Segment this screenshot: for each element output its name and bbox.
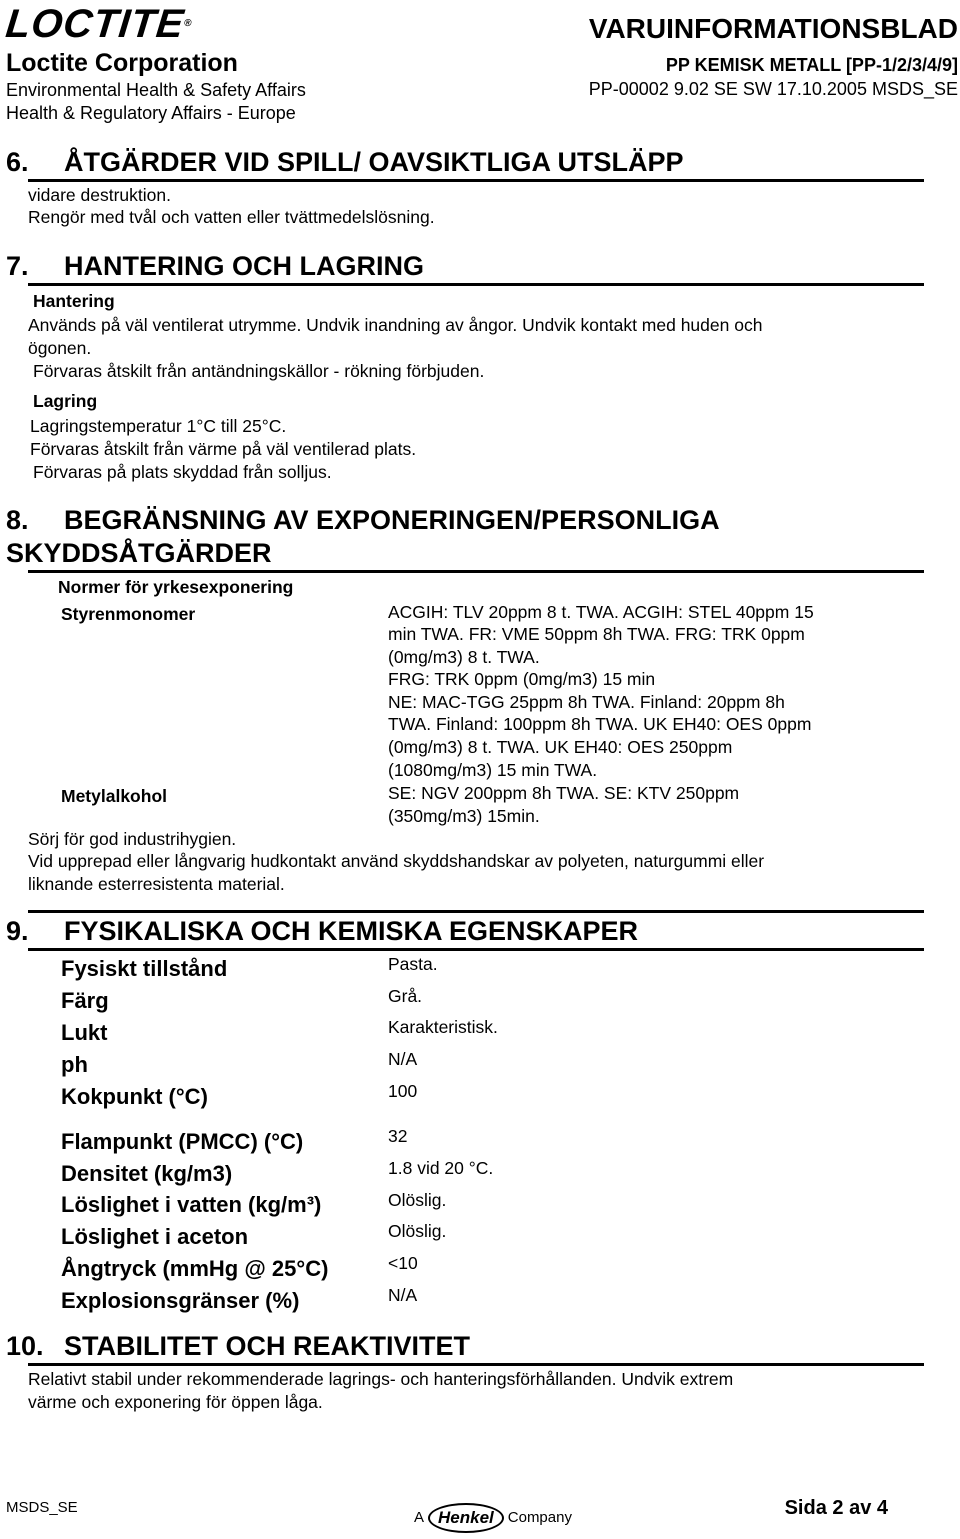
styrene-line-1: ACGIH: TLV 20ppm 8 t. TWA. ACGIH: STEL 40ppm 15 — [388, 602, 814, 622]
prop-label-color: Färg — [61, 988, 109, 1013]
prop-value-flash-point: 32 — [388, 1126, 408, 1146]
department-hra: Health & Regulatory Affairs - Europe — [6, 103, 296, 123]
s6-line-2: Rengör med tvål och vatten eller tvättmedelslösning. — [28, 207, 435, 227]
loctite-logo: LOCTITE® — [3, 2, 194, 46]
substance-methanol: Metylalkohol — [61, 786, 167, 806]
styrene-line-4: FRG: TRK 0ppm (0mg/m3) 15 min — [388, 669, 656, 689]
section-8-rule — [28, 570, 924, 573]
styrene-line-2: min TWA. FR: VME 50ppm 8h TWA. FRG: TRK 0ppm — [388, 624, 805, 644]
s8-footer-line-1: Sörj för god industrihygien. — [28, 829, 237, 849]
section-8-title-line1: 8. BEGRÄNSNING AV EXPONERINGEN/PERSONLIGA — [6, 505, 720, 535]
styrene-line-6: TWA. Finland: 100ppm 8h TWA. UK EH40: OES 0ppm — [388, 714, 812, 734]
section-9-rule — [28, 948, 924, 951]
product-code: PP-00002 9.02 SE SW 17.10.2005 MSDS_SE — [588, 79, 958, 99]
styrene-line-8: (1080mg/m3) 15 min TWA. — [388, 760, 598, 780]
s10-line-2: värme och exponering för öppen låga. — [28, 1392, 323, 1412]
methanol-line-2: (350mg/m3) 15min. — [388, 806, 540, 826]
prop-label-water-solubility: Löslighet i vatten (kg/m³) — [61, 1192, 322, 1217]
section-7-title: 7. HANTERING OCH LAGRING — [6, 251, 424, 281]
prop-value-physical-state: Pasta. — [388, 954, 438, 974]
section-10-title: 10. STABILITET OCH REAKTIVITET — [6, 1331, 470, 1361]
henkel-oval: Henkel — [428, 1503, 504, 1533]
handling-line-1: Används på väl ventilerat utrymme. Undvik inandning av ångor. Undvik kontakt med huden och — [28, 315, 763, 335]
section-6-title: 6. ÅTGÄRDER VID SPILL/ OAVSIKTLIGA UTSLÄPP — [6, 147, 684, 177]
henkel-a: A — [414, 1509, 425, 1526]
footer-doc-id: MSDS_SE — [6, 1499, 78, 1516]
henkel-logo — [414, 1500, 572, 1536]
prop-label-density: Densitet (kg/m3) — [61, 1161, 233, 1186]
substance-styrene: Styrenmonomer — [61, 604, 196, 624]
prop-label-flash-point: Flampunkt (PMCC) (°C) — [61, 1129, 304, 1154]
s10-line-1: Relativt stabil under rekommenderade lagrings- och hanteringsförhållanden. Undvik extrem — [28, 1369, 734, 1389]
storage-line-2: Förvaras åtskilt från värme på väl ventilerad plats. — [30, 439, 417, 459]
prop-label-vapor-pressure: Ångtryck (mmHg @ 25°C) — [61, 1256, 329, 1281]
prop-label-odor: Lukt — [61, 1020, 108, 1045]
prop-value-water-solubility: Olöslig. — [388, 1190, 447, 1210]
prop-value-ph: N/A — [388, 1049, 418, 1069]
company-name: Loctite Corporation — [6, 49, 238, 77]
styrene-line-7: (0mg/m3) 8 t. TWA. UK EH40: OES 250ppm — [388, 737, 733, 757]
handling-heading: Hantering — [33, 291, 115, 311]
page-number: Sida 2 av 4 — [784, 1497, 888, 1519]
section-10-rule — [28, 1363, 924, 1366]
s6-line-1: vidare destruktion. — [28, 185, 171, 205]
prop-value-density: 1.8 vid 20 °C. — [388, 1158, 494, 1178]
section-6-rule — [28, 179, 924, 182]
s8-footer-line-2: Vid upprepad eller långvarig hudkontakt använd skyddshandskar av polyeten, naturgummi eller — [28, 851, 765, 871]
s8-footer-line-3: liknande esterresistenta material. — [28, 874, 285, 894]
section-7-rule — [28, 283, 924, 286]
prop-value-boiling-point: 100 — [388, 1081, 418, 1101]
storage-line-3: Förvaras på plats skyddad från solljus. — [33, 462, 332, 482]
document-title: VARUINFORMATIONSBLAD — [588, 13, 958, 44]
storage-heading: Lagring — [33, 391, 98, 411]
prop-label-explosion-limits: Explosionsgränser (%) — [61, 1288, 300, 1313]
henkel-company: Company — [507, 1509, 572, 1526]
storage-line-1: Lagringstemperatur 1°C till 25°C. — [30, 416, 287, 436]
prop-label-boiling-point: Kokpunkt (°C) — [61, 1084, 208, 1109]
styrene-line-5: NE: MAC-TGG 25ppm 8h TWA. Finland: 20ppm 8h — [388, 692, 785, 712]
prop-label-acetone-solubility: Löslighet i aceton — [61, 1224, 249, 1249]
norms-heading: Normer för yrkesexponering — [58, 577, 294, 597]
section-8-title-line2: SKYDDSÅTGÄRDER — [6, 538, 272, 568]
prop-value-explosion-limits: N/A — [388, 1285, 418, 1305]
prop-label-ph: ph — [61, 1052, 88, 1077]
prop-value-vapor-pressure: <10 — [388, 1253, 418, 1273]
department-ehs: Environmental Health & Safety Affairs — [6, 80, 306, 100]
methanol-line-1: SE: NGV 200ppm 8h TWA. SE: KTV 250ppm — [388, 783, 740, 803]
styrene-line-3: (0mg/m3) 8 t. TWA. — [388, 647, 540, 667]
handling-line-2: ögonen. — [28, 338, 92, 358]
prop-label-physical-state: Fysiskt tillstånd — [61, 956, 228, 981]
prop-value-acetone-solubility: Olöslig. — [388, 1221, 447, 1241]
prop-value-odor: Karakteristisk. — [388, 1017, 498, 1037]
section-9-top-rule — [28, 910, 924, 913]
product-name: PP KEMISK METALL [PP-1/2/3/4/9] — [665, 55, 958, 75]
section-9-title: 9. FYSIKALISKA OCH KEMISKA EGENSKAPER — [6, 916, 639, 946]
prop-value-color: Grå. — [388, 986, 423, 1006]
handling-line-3: Förvaras åtskilt från antändningskällor - rökning förbjuden. — [33, 361, 485, 381]
